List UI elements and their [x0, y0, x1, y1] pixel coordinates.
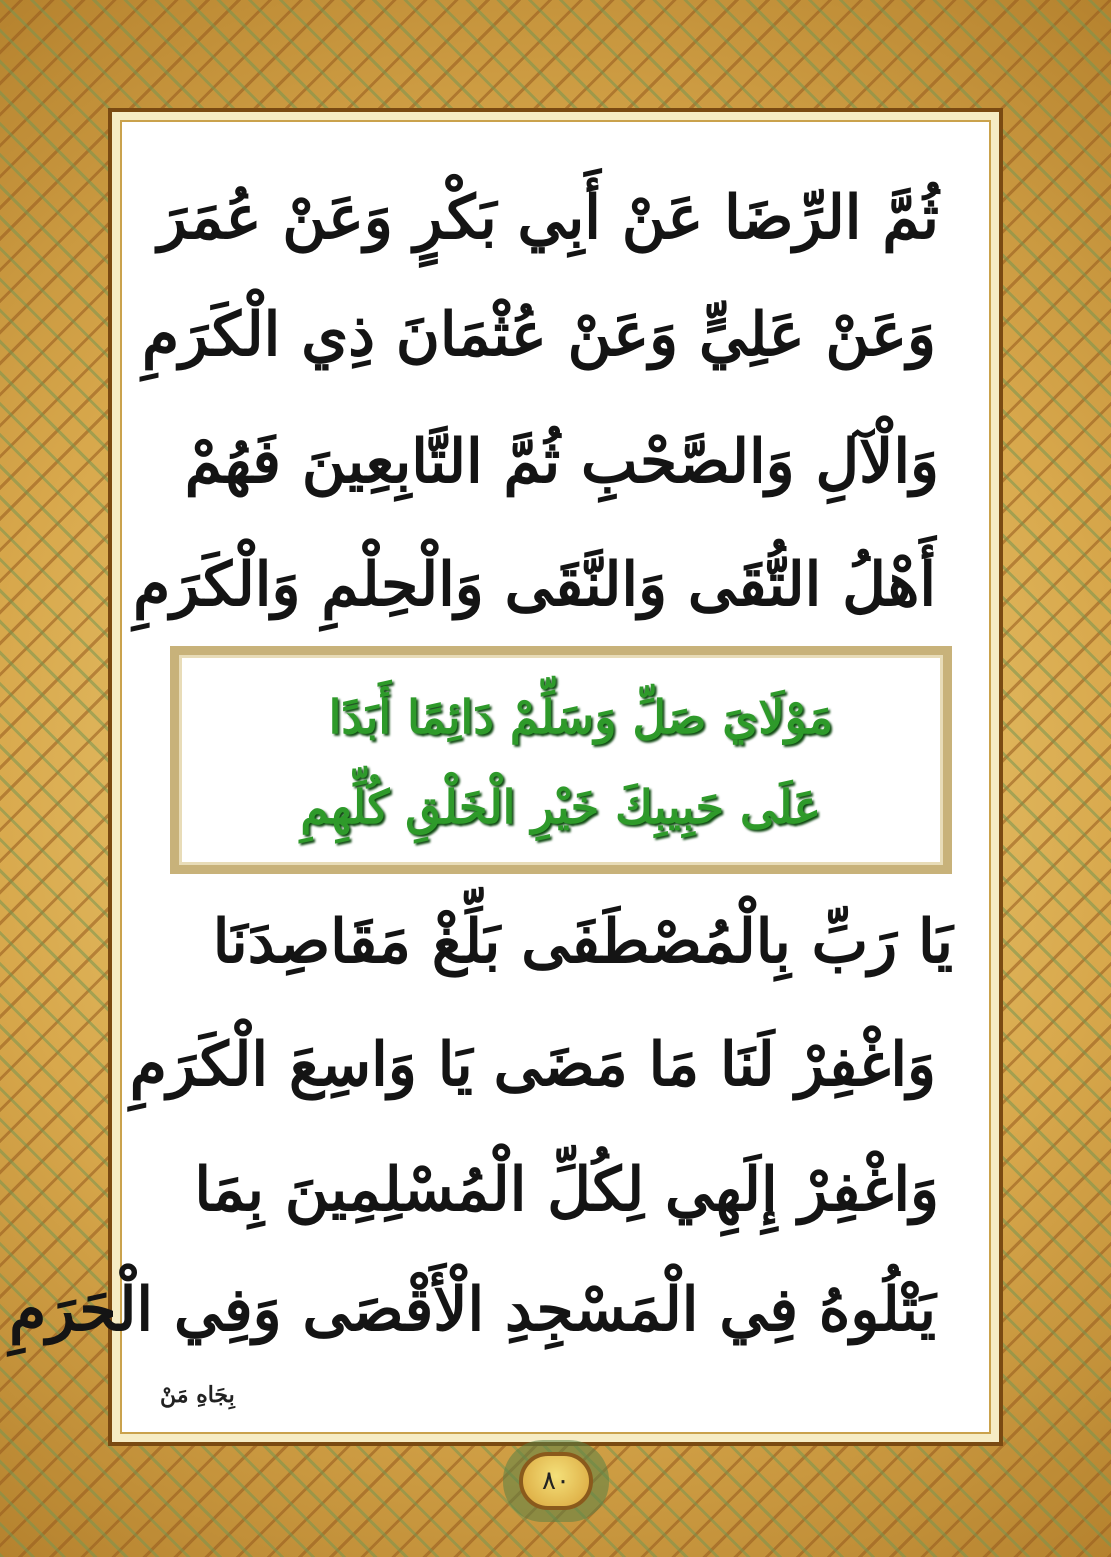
verse-line-3: وَالْآلِ وَالصَّحْبِ ثُمَّ التَّابِعِينَ فَهُمْ: [184, 427, 939, 497]
verse-line-5: يَا رَبِّ بِالْمُصْطَفَى بَلِّغْ مَقَاصِدَنَا: [212, 907, 953, 977]
refrain-box: [170, 646, 952, 874]
verse-line-6: وَاغْفِرْ لَنَا مَا مَضَى يَا وَاسِعَ الْكَرَمِ: [129, 1030, 936, 1100]
verse-line-7: وَاغْفِرْ إِلَهِي لِكُلِّ الْمُسْلِمِينَ بِمَا: [194, 1155, 939, 1225]
page-number: ٨٠: [519, 1452, 593, 1510]
verse-line-1: ثُمَّ الرِّضَا عَنْ أَبِي بَكْرٍ وَعَنْ عُمَرَ: [157, 183, 939, 253]
refrain-line-2: عَلَى حَبِيبِكَ خَيْرِ الْخَلْقِ كُلِّهِمِ: [300, 780, 821, 834]
refrain-line-1: مَوْلَايَ صَلِّ وَسَلِّمْ دَائِمًا أَبَدًا: [328, 690, 833, 744]
verse-line-8: يَتْلُوهُ فِي الْمَسْجِدِ الْأَقْصَى وَفِي الْحَرَمِ: [9, 1275, 936, 1345]
verse-line-4: أَهْلُ التُّقَى وَالنَّقَى وَالْحِلْمِ وَالْكَرَمِ: [133, 550, 936, 620]
catchword: بِجَاهِ مَنْ: [160, 1382, 235, 1408]
verse-line-2: وَعَنْ عَلِيٍّ وَعَنْ عُثْمَانَ ذِي الْكَرَمِ: [142, 300, 936, 370]
